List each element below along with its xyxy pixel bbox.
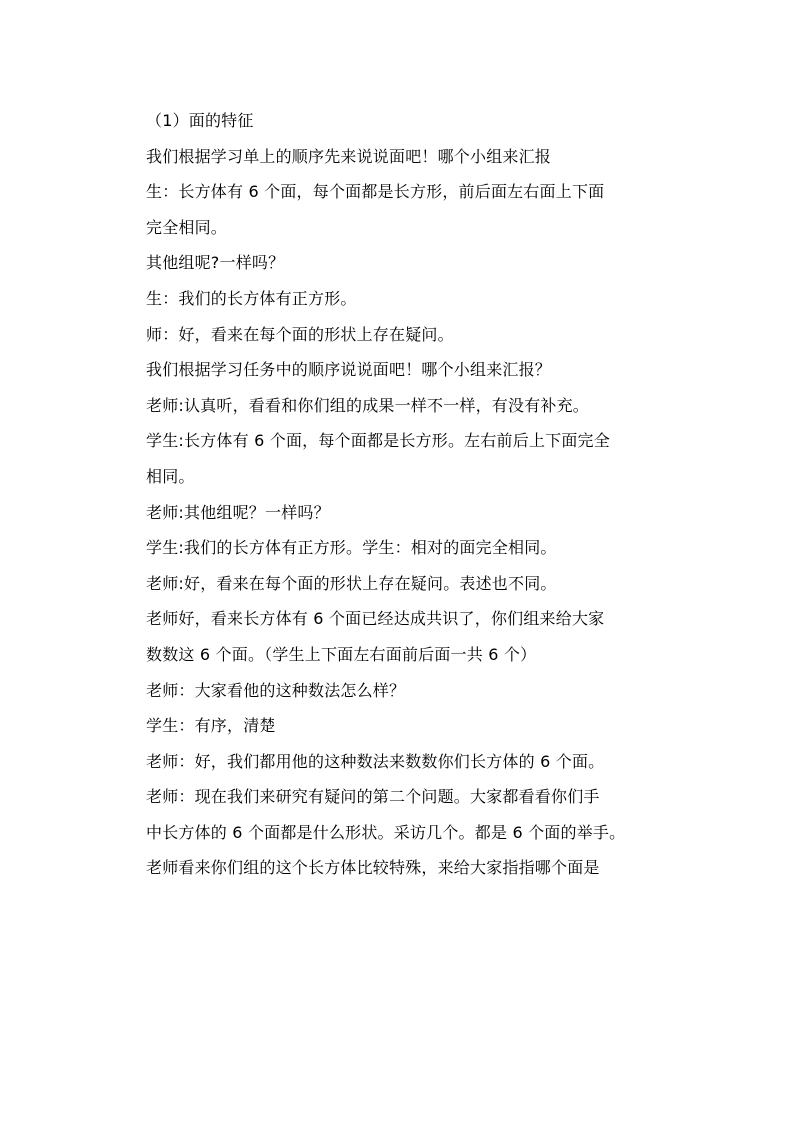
- text-line: 老师看来你们组的这个长方体比较特殊，来给大家指指哪个面是: [146, 858, 600, 878]
- text-line: 老师好，看来长方体有 6 个面已经达成共识了，你们组来给大家: [146, 609, 605, 629]
- text-line: 生：长方体有 6 个面，每个面都是长方形，前后面左右面上下面: [146, 182, 605, 202]
- text-line: 老师：现在我们来研究有疑问的第二个问题。大家都看看你们手: [146, 787, 600, 807]
- text-line: 学生：有序，清楚: [146, 716, 276, 736]
- text-line: 中长方体的 6 个面都是什么形状。采访几个。都是 6 个面的举手。: [146, 822, 626, 842]
- text-line: 学生:我们的长方体有正方形。学生：相对的面完全相同。: [146, 538, 557, 558]
- text-line: 我们根据学习任务中的顺序说说面吧！哪个小组来汇报？: [146, 360, 552, 380]
- text-line: 数数这 6 个面。（学生上下面左右面前后面一共 6 个）: [146, 644, 537, 664]
- text-line: 老师:认真听，看看和你们组的成果一样不一样，有没有补充。: [146, 395, 589, 415]
- text-line: 生：我们的长方体有正方形。: [146, 288, 357, 308]
- section-heading: （1）面的特征: [146, 111, 254, 130]
- text-line: 师：好，看来在每个面的形状上存在疑问。: [146, 324, 454, 344]
- text-line: 我们根据学习单上的顺序先来说说面吧！哪个小组来汇报: [146, 146, 552, 166]
- text-line: 其他组呢?一样吗？: [146, 253, 285, 273]
- text-line: 完全相同。: [146, 217, 228, 237]
- text-line: 老师：大家看他的这种数法怎么样？: [146, 680, 406, 700]
- document-body: [146, 103, 686, 886]
- text-line: 相同。: [146, 466, 195, 486]
- text-line: 老师：好，我们都用他的这种数法来数数你们长方体的 6 个面。: [146, 751, 605, 771]
- text-line: 学生:长方体有 6 个面，每个面都是长方形。左右前后上下面完全: [146, 431, 610, 451]
- text-line: 老师:其他组呢？一样吗？: [146, 502, 330, 522]
- text-line: 老师:好，看来在每个面的形状上存在疑问。表述也不同。: [146, 573, 557, 593]
